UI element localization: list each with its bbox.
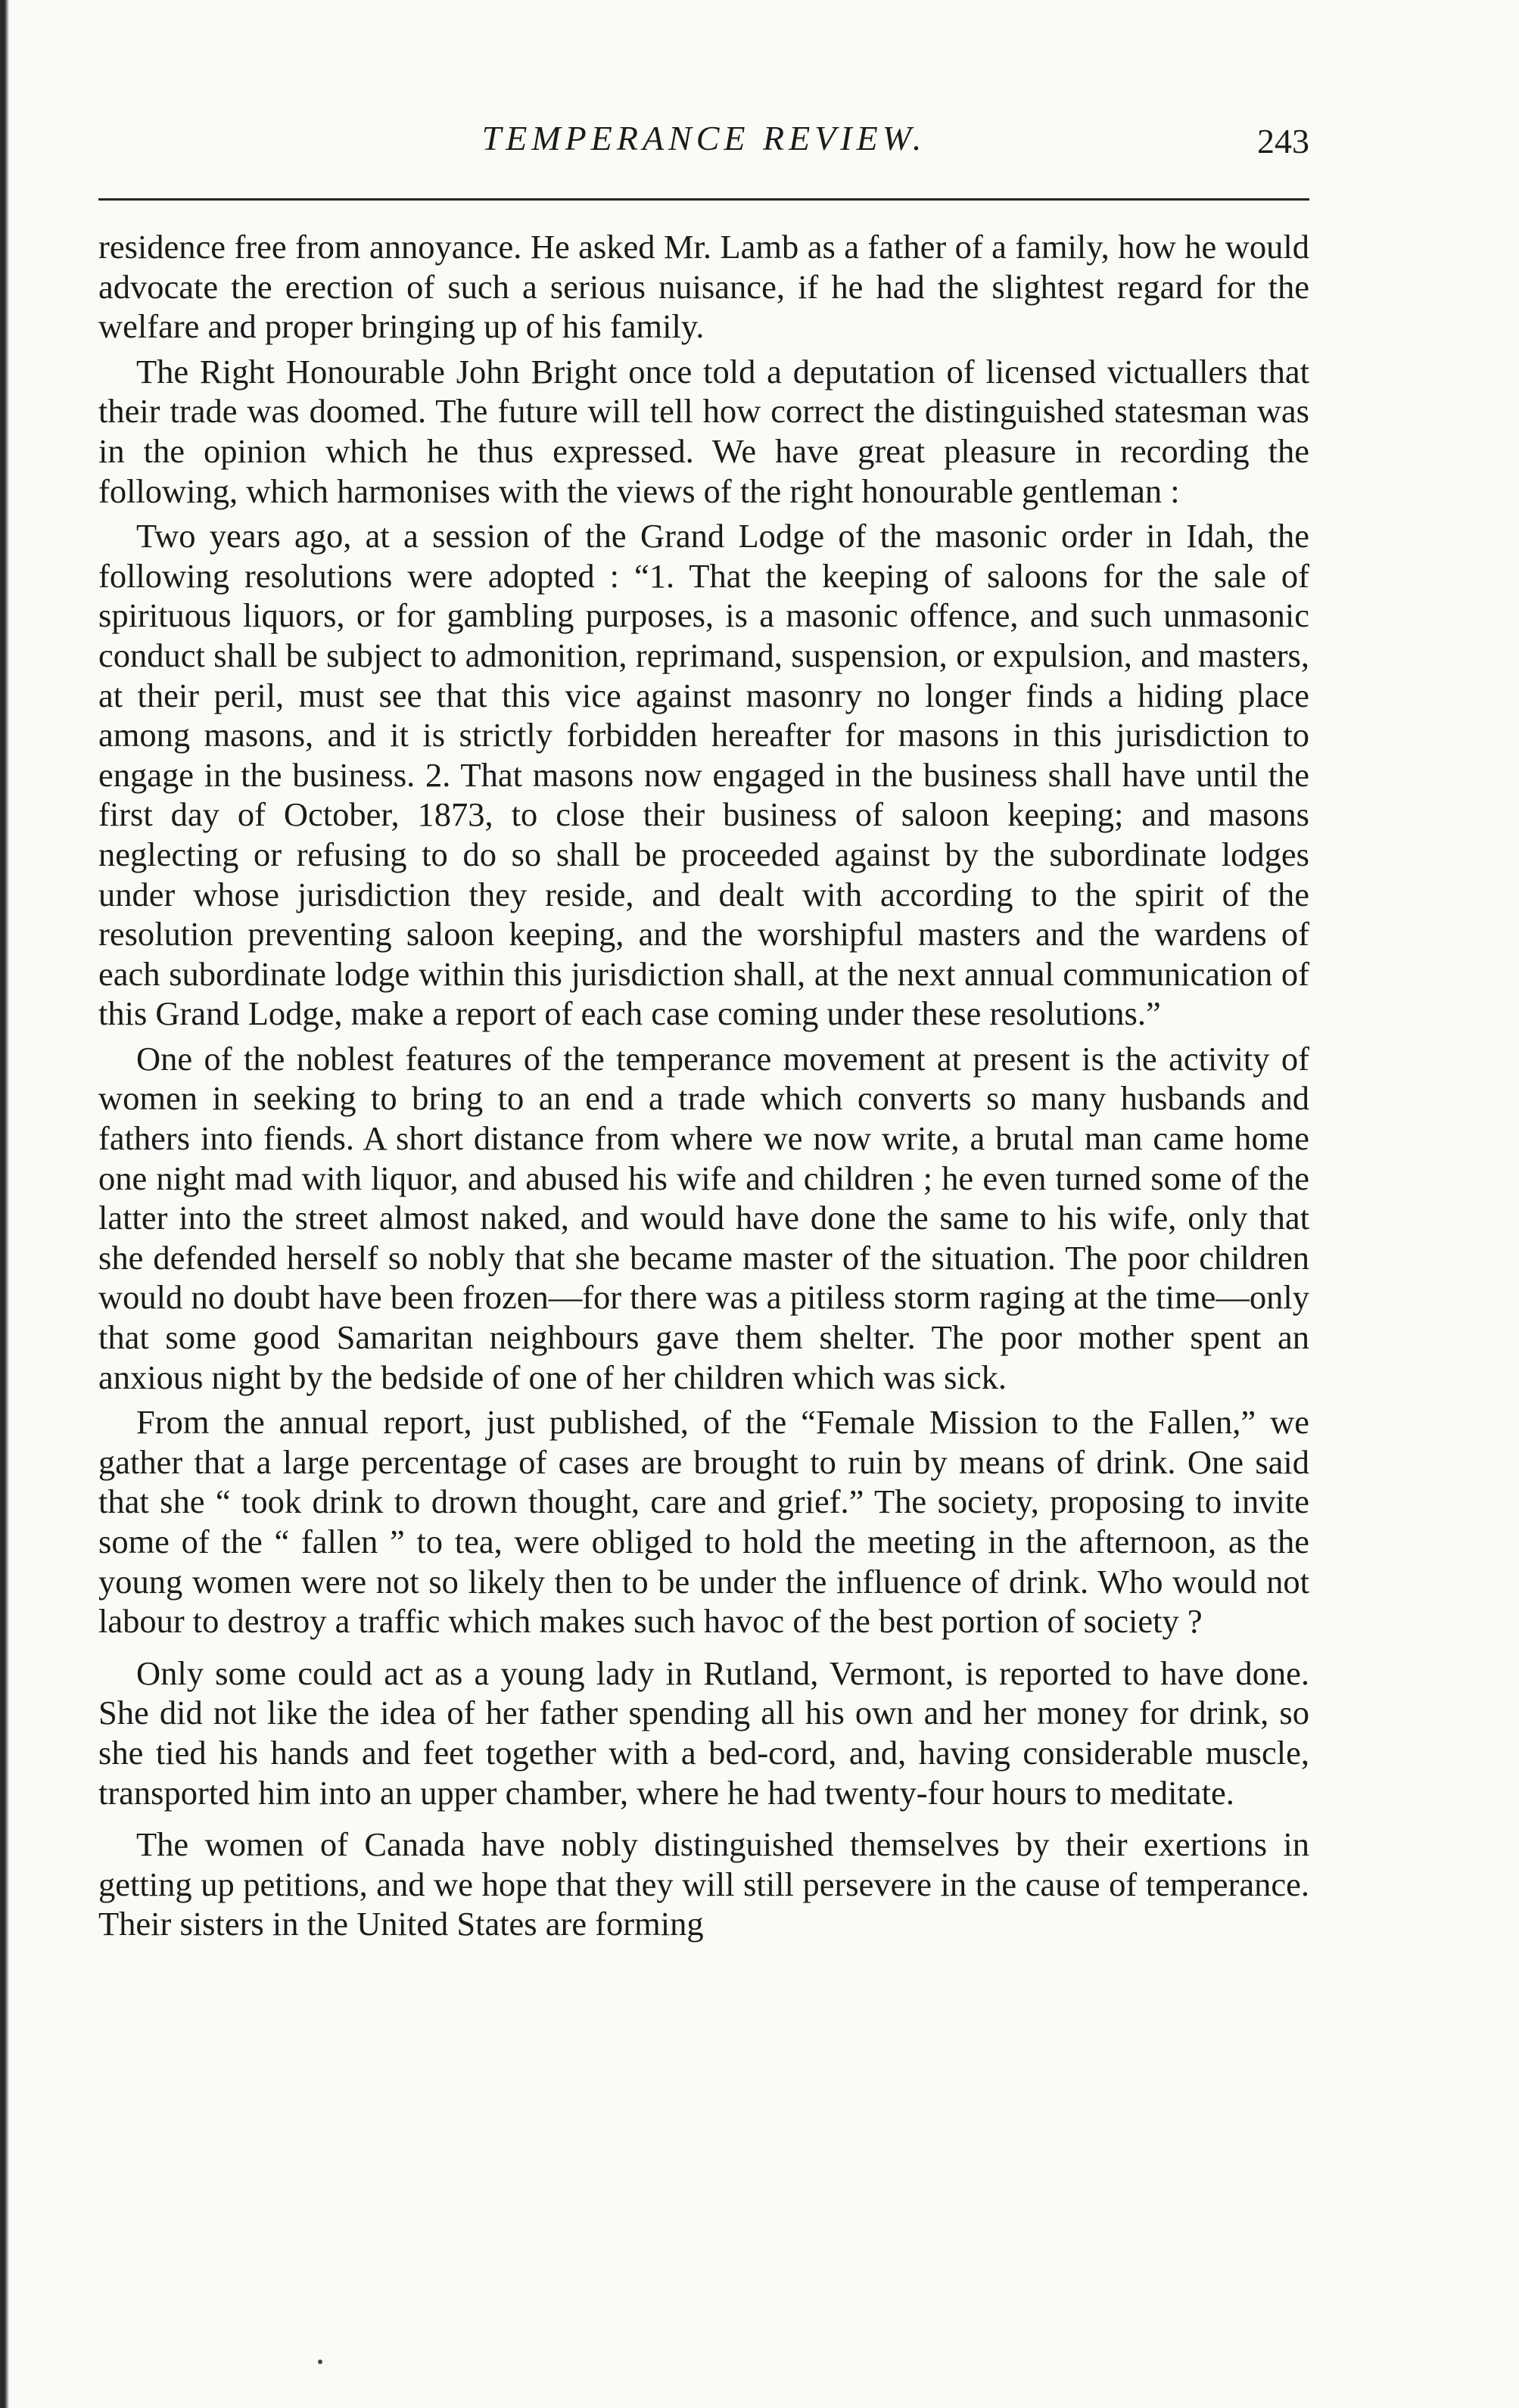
page-header — [98, 114, 1309, 174]
running-title: TEMPERANCE REVIEW. — [481, 119, 926, 157]
page-binding-edge — [0, 0, 9, 2408]
paragraph-continuation: residence free from annoyance. He asked Mr. Lamb as a father of a family, how he would advocate the erection of such a serious nuisance, if he had the slightest regard for the welfare and proper bringing up of his family. — [98, 228, 1309, 346]
article-body — [98, 227, 1309, 1949]
page-speck — [318, 2360, 322, 2364]
paragraph-women-activity: One of the noblest features of the temperance movement at present is the activity of women in seeking to bring to an end a trade which converts so many husbands and fathers into fiends. A short distance from where we now write, a brutal man came home one night mad with liquor, and abused his wife and children ; he even turned some of the latter into the street almost naked, and would have done the same to his wife, only that she defended herself so nobly that she became master of the situation. The poor children would no doubt have been frozen—for there was a pitiless storm raging at the time—only that some good Samaritan neighbours gave them shelter. The poor mother spent an anxious night by the bedside of one of her children which was sick. — [98, 1039, 1309, 1396]
paragraph-john-bright: The Right Honourable John Bright once told a deputation of licensed victuallers that their trade was doomed. The future will tell how correct the distinguished statesman was in the opinion which he thus expressed. We have great pleasure in recording the following, which harmonises with the views of the right honourable gentleman : — [98, 352, 1309, 510]
paragraph-grand-lodge: Two years ago, at a session of the Grand Lodge of the masonic order in Idah, the following resolutions were adopted : “1. That the keeping of saloons for the sale of spirituous liquors, or for gambling purposes, is a masonic offence, and such unmasonic conduct shall be subject to admonition, reprimand, suspension, or expulsion, and masters, at their peril, must see that this vice against masonry no longer finds a hiding place among masons, and it is strictly forbidden hereafter for masons in this jurisdiction to engage in the business. 2. That masons now engaged in the business shall have until the first day of October, 1873, to close their business of saloon keeping; and masons neglecting or refusing to do so shall be proceeded against by the subordinate lodges under whose jurisdiction they reside, and dealt with according to the spirit of the resolution preventing saloon keeping, and the worshipful masters and the wardens of each subordinate lodge within this jurisdiction shall, at the next annual communication of this Grand Lodge, make a report of each case coming under these resolutions.” — [98, 517, 1309, 1033]
paragraph-rutland-vermont: Only some could act as a young lady in Rutland, Vermont, is reported to have done. She did not like the idea of her father spending all his own and her money for drink, so she tied his hands and feet together with a bed-cord, and, having considerable muscle, transported him into an upper chamber, where he had twenty-four hours to meditate. — [98, 1654, 1309, 1812]
header-rule — [98, 198, 1309, 201]
paragraph-female-mission: From the annual report, just published, of the “Female Mission to the Fallen,” we gather that a large percentage of cases are brought to ruin by means of drink. One said that she “ took drink to drown thought, care and grief.” The society, proposing to invite some of the “ fallen ” to tea, were obliged to hold the meeting in the afternoon, as the young women were not so likely then to be under the influence of drink. Who would not labour to destroy a traffic which makes such havoc of the best portion of society ? — [98, 1403, 1309, 1641]
page-number: 243 — [1257, 122, 1309, 160]
paragraph-women-of-canada: The women of Canada have nobly distinguished themselves by their exertions in getting up petitions, and we hope that they will still persevere in the cause of temperance. Their sisters in the United States are forming — [98, 1825, 1309, 1943]
